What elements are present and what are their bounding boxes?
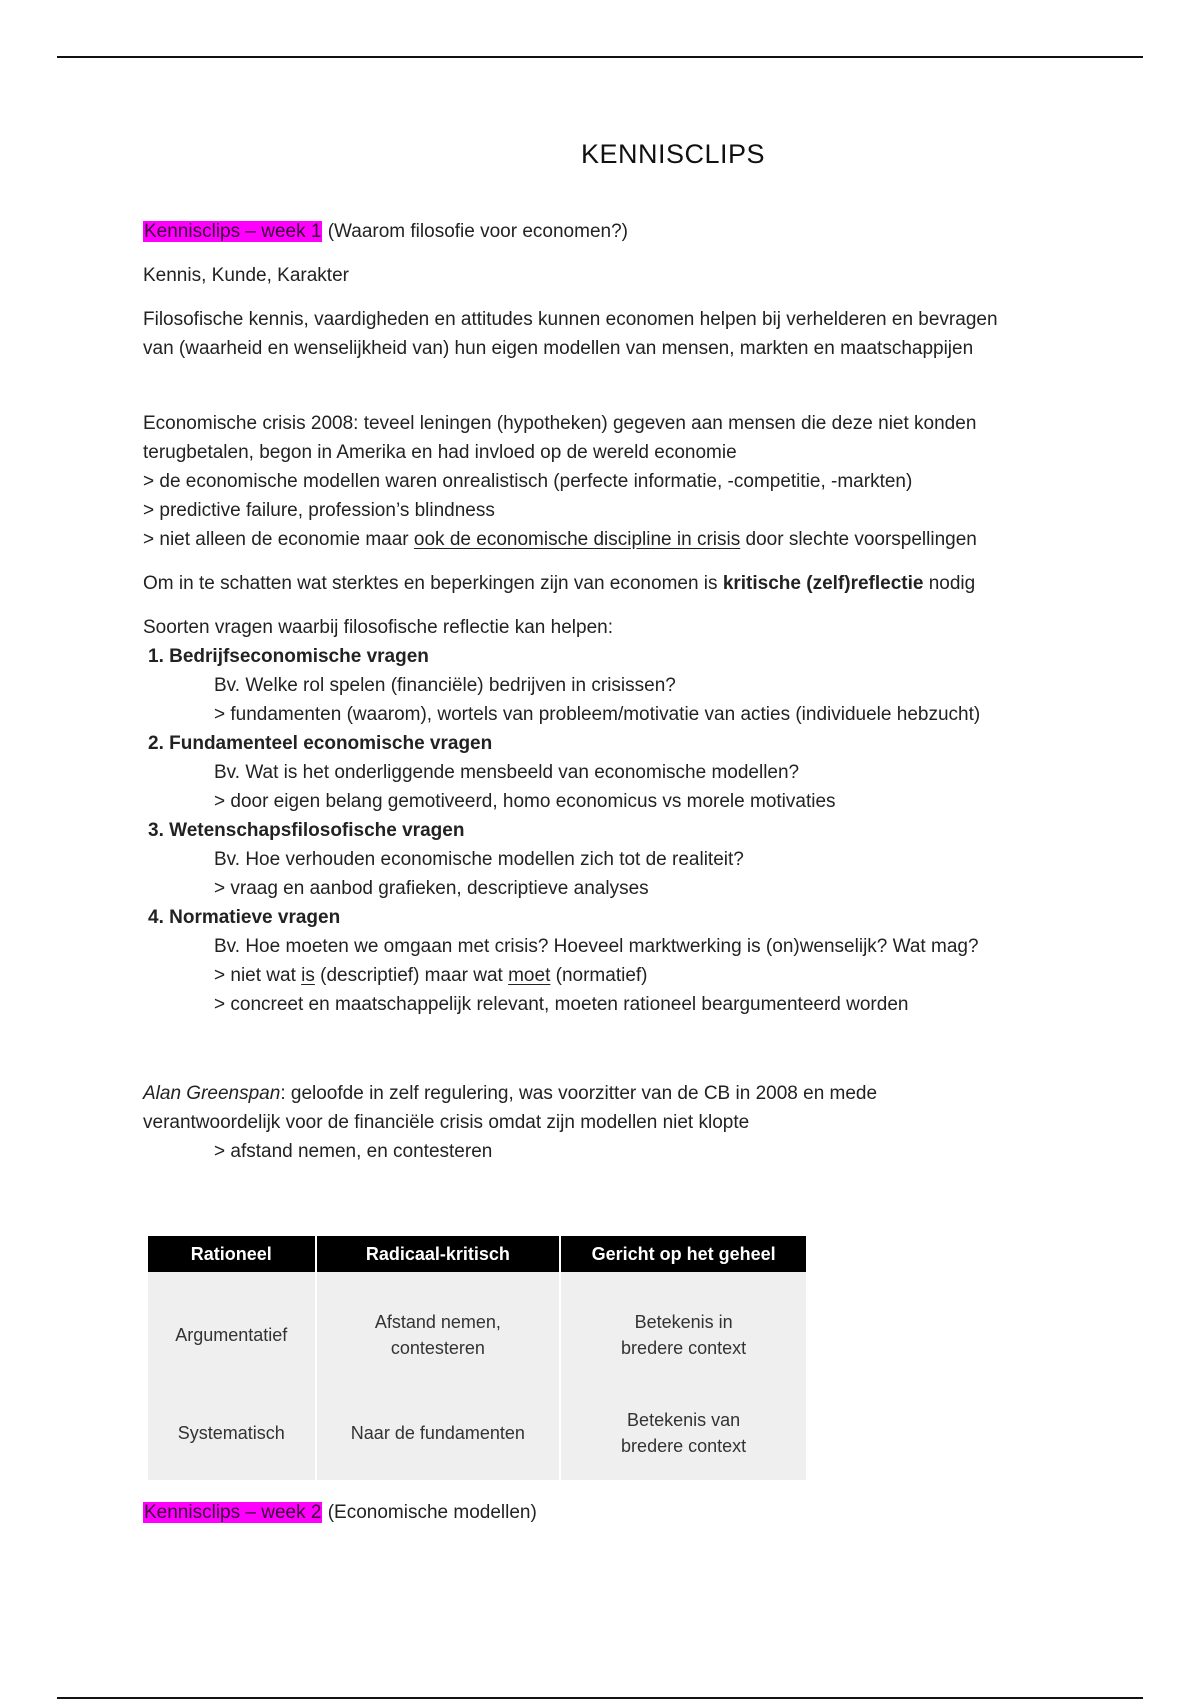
week1-heading xyxy=(143,217,1083,246)
question-4-note xyxy=(143,961,1083,990)
crisis-paragraph xyxy=(143,409,1083,554)
crisis-line-2: terugbetalen, begon in Amerika en had invloed op de wereld economie xyxy=(143,442,737,463)
week1-subtitle: (Waarom filosofie voor economen?) xyxy=(327,221,628,242)
question-4-title: 4. Normatieve vragen xyxy=(148,907,341,928)
table-header-row xyxy=(148,1236,806,1272)
crisis-bullet-3-underlined: ook de economische discipline in crisis xyxy=(413,529,741,550)
reflection-pre: Om in te schatten wat sterktes en beperkingen zijn van economen is xyxy=(143,573,723,594)
question-item xyxy=(143,903,1083,1019)
q4-note-a: > niet wat xyxy=(214,965,302,986)
crisis-bullet-2: > predictive failure, profession’s blindness xyxy=(143,500,495,521)
crisis-bullet-1: > de economische modellen waren onrealistisch (perfecte informatie, -competitie, -markten) xyxy=(143,471,913,492)
question-item xyxy=(143,642,1083,729)
crisis-bullet-3-pre: > niet alleen de economie maar xyxy=(143,529,414,550)
week2-subtitle: (Economische modellen) xyxy=(327,1502,537,1523)
greenspan-line-2: verantwoordelijk voor de financiële crisis omdat zijn modellen niet klopte xyxy=(143,1112,750,1133)
greenspan-name: Alan Greenspan xyxy=(143,1083,281,1104)
table-cell xyxy=(560,1272,806,1386)
question-4-example: Bv. Hoe moeten we omgaan met crisis? Hoeveel marktwerking is (on)wenselijk? Wat mag? xyxy=(214,936,979,957)
table-cell: Naar de fundamenten xyxy=(316,1386,561,1480)
reflection-post: nodig xyxy=(923,573,976,594)
intro-paragraph xyxy=(143,305,1083,363)
kkk-line: Kennis, Kunde, Karakter xyxy=(143,265,349,286)
table-row xyxy=(148,1272,806,1386)
question-list xyxy=(143,642,1083,1019)
question-2-example: Bv. Wat is het onderliggende mensbeeld van economische modellen? xyxy=(214,762,800,783)
crisis-bullet-3-post: door slechte voorspellingen xyxy=(740,529,977,550)
table-row xyxy=(148,1386,806,1480)
week2-highlight: Kennisclips – week 2 xyxy=(144,1502,322,1523)
reflection-line xyxy=(143,569,1083,598)
cell-text: Betekenis in bredere context xyxy=(621,1312,747,1358)
q4-note-is: is xyxy=(301,965,315,986)
table-cell xyxy=(316,1272,561,1386)
cell-text: Afstand nemen, contesteren xyxy=(374,1312,501,1358)
question-3-example: Bv. Hoe verhouden economische modellen zich tot de realiteit? xyxy=(214,849,744,870)
table-header-cell: Gericht op het geheel xyxy=(560,1236,806,1272)
question-3-note: > vraag en aanbod grafieken, descriptieve analyses xyxy=(214,878,649,899)
table-cell: Systematisch xyxy=(148,1386,316,1480)
question-1-title: 1. Bedrijfseconomische vragen xyxy=(148,646,429,667)
table-cell: Argumentatief xyxy=(148,1272,316,1386)
q4-note-b: (descriptief) maar wat xyxy=(314,965,509,986)
characteristics-table xyxy=(148,1236,806,1480)
table-cell xyxy=(560,1386,806,1480)
table-header-cell: Radicaal-kritisch xyxy=(316,1236,561,1272)
greenspan-note: > afstand nemen, en contesteren xyxy=(214,1141,493,1162)
crisis-bullet-3 xyxy=(143,529,977,550)
question-item xyxy=(143,816,1083,903)
crisis-line-1: Economische crisis 2008: teveel leningen (hypotheken) gegeven aan mensen die deze niet konden xyxy=(143,413,977,434)
reflection-bold: kritische (zelf)reflectie xyxy=(722,573,924,594)
question-1-note: > fundamenten (waarom), wortels van probleem/motivatie van acties (individuele hebzucht) xyxy=(214,704,981,725)
q4-note-c: (normatief) xyxy=(550,965,648,986)
week2-heading xyxy=(143,1498,1083,1527)
header-rule xyxy=(57,56,1143,58)
question-3-title: 3. Wetenschapsfilosofische vragen xyxy=(148,820,465,841)
greenspan-text-1: : geloofde in zelf regulering, was voorzitter van de CB in 2008 en mede xyxy=(280,1083,878,1104)
question-2-title: 2. Fundamenteel economische vragen xyxy=(148,733,493,754)
question-item xyxy=(143,729,1083,816)
table-header-cell: Rationeel xyxy=(148,1236,316,1272)
question-2-note: > door eigen belang gemotiveerd, homo economicus vs morele motivaties xyxy=(214,791,836,812)
footer-rule xyxy=(57,1697,1143,1699)
cell-text: Betekenis van bredere context xyxy=(621,1410,747,1456)
intro-line-2: van (waarheid en wenselijkheid van) hun eigen modellen van mensen, markten en maatschappijen xyxy=(143,338,974,359)
document-body xyxy=(143,140,1083,1527)
questions-intro: Soorten vragen waarbij filosofische reflectie kan helpen: xyxy=(143,617,613,638)
q4-note-moet: moet xyxy=(508,965,551,986)
question-1-example: Bv. Welke rol spelen (financiële) bedrijven in crisissen? xyxy=(214,675,676,696)
intro-line-1: Filosofische kennis, vaardigheden en attitudes kunnen economen helpen bij verhelderen en bevragen xyxy=(143,309,998,330)
week1-highlight: Kennisclips – week 1 xyxy=(144,221,322,242)
question-4-note-2: > concreet en maatschappelijk relevant, moeten rationeel beargumenteerd worden xyxy=(214,994,909,1015)
page-title: KENNISCLIPS xyxy=(580,139,766,169)
greenspan-paragraph xyxy=(143,1079,1083,1137)
